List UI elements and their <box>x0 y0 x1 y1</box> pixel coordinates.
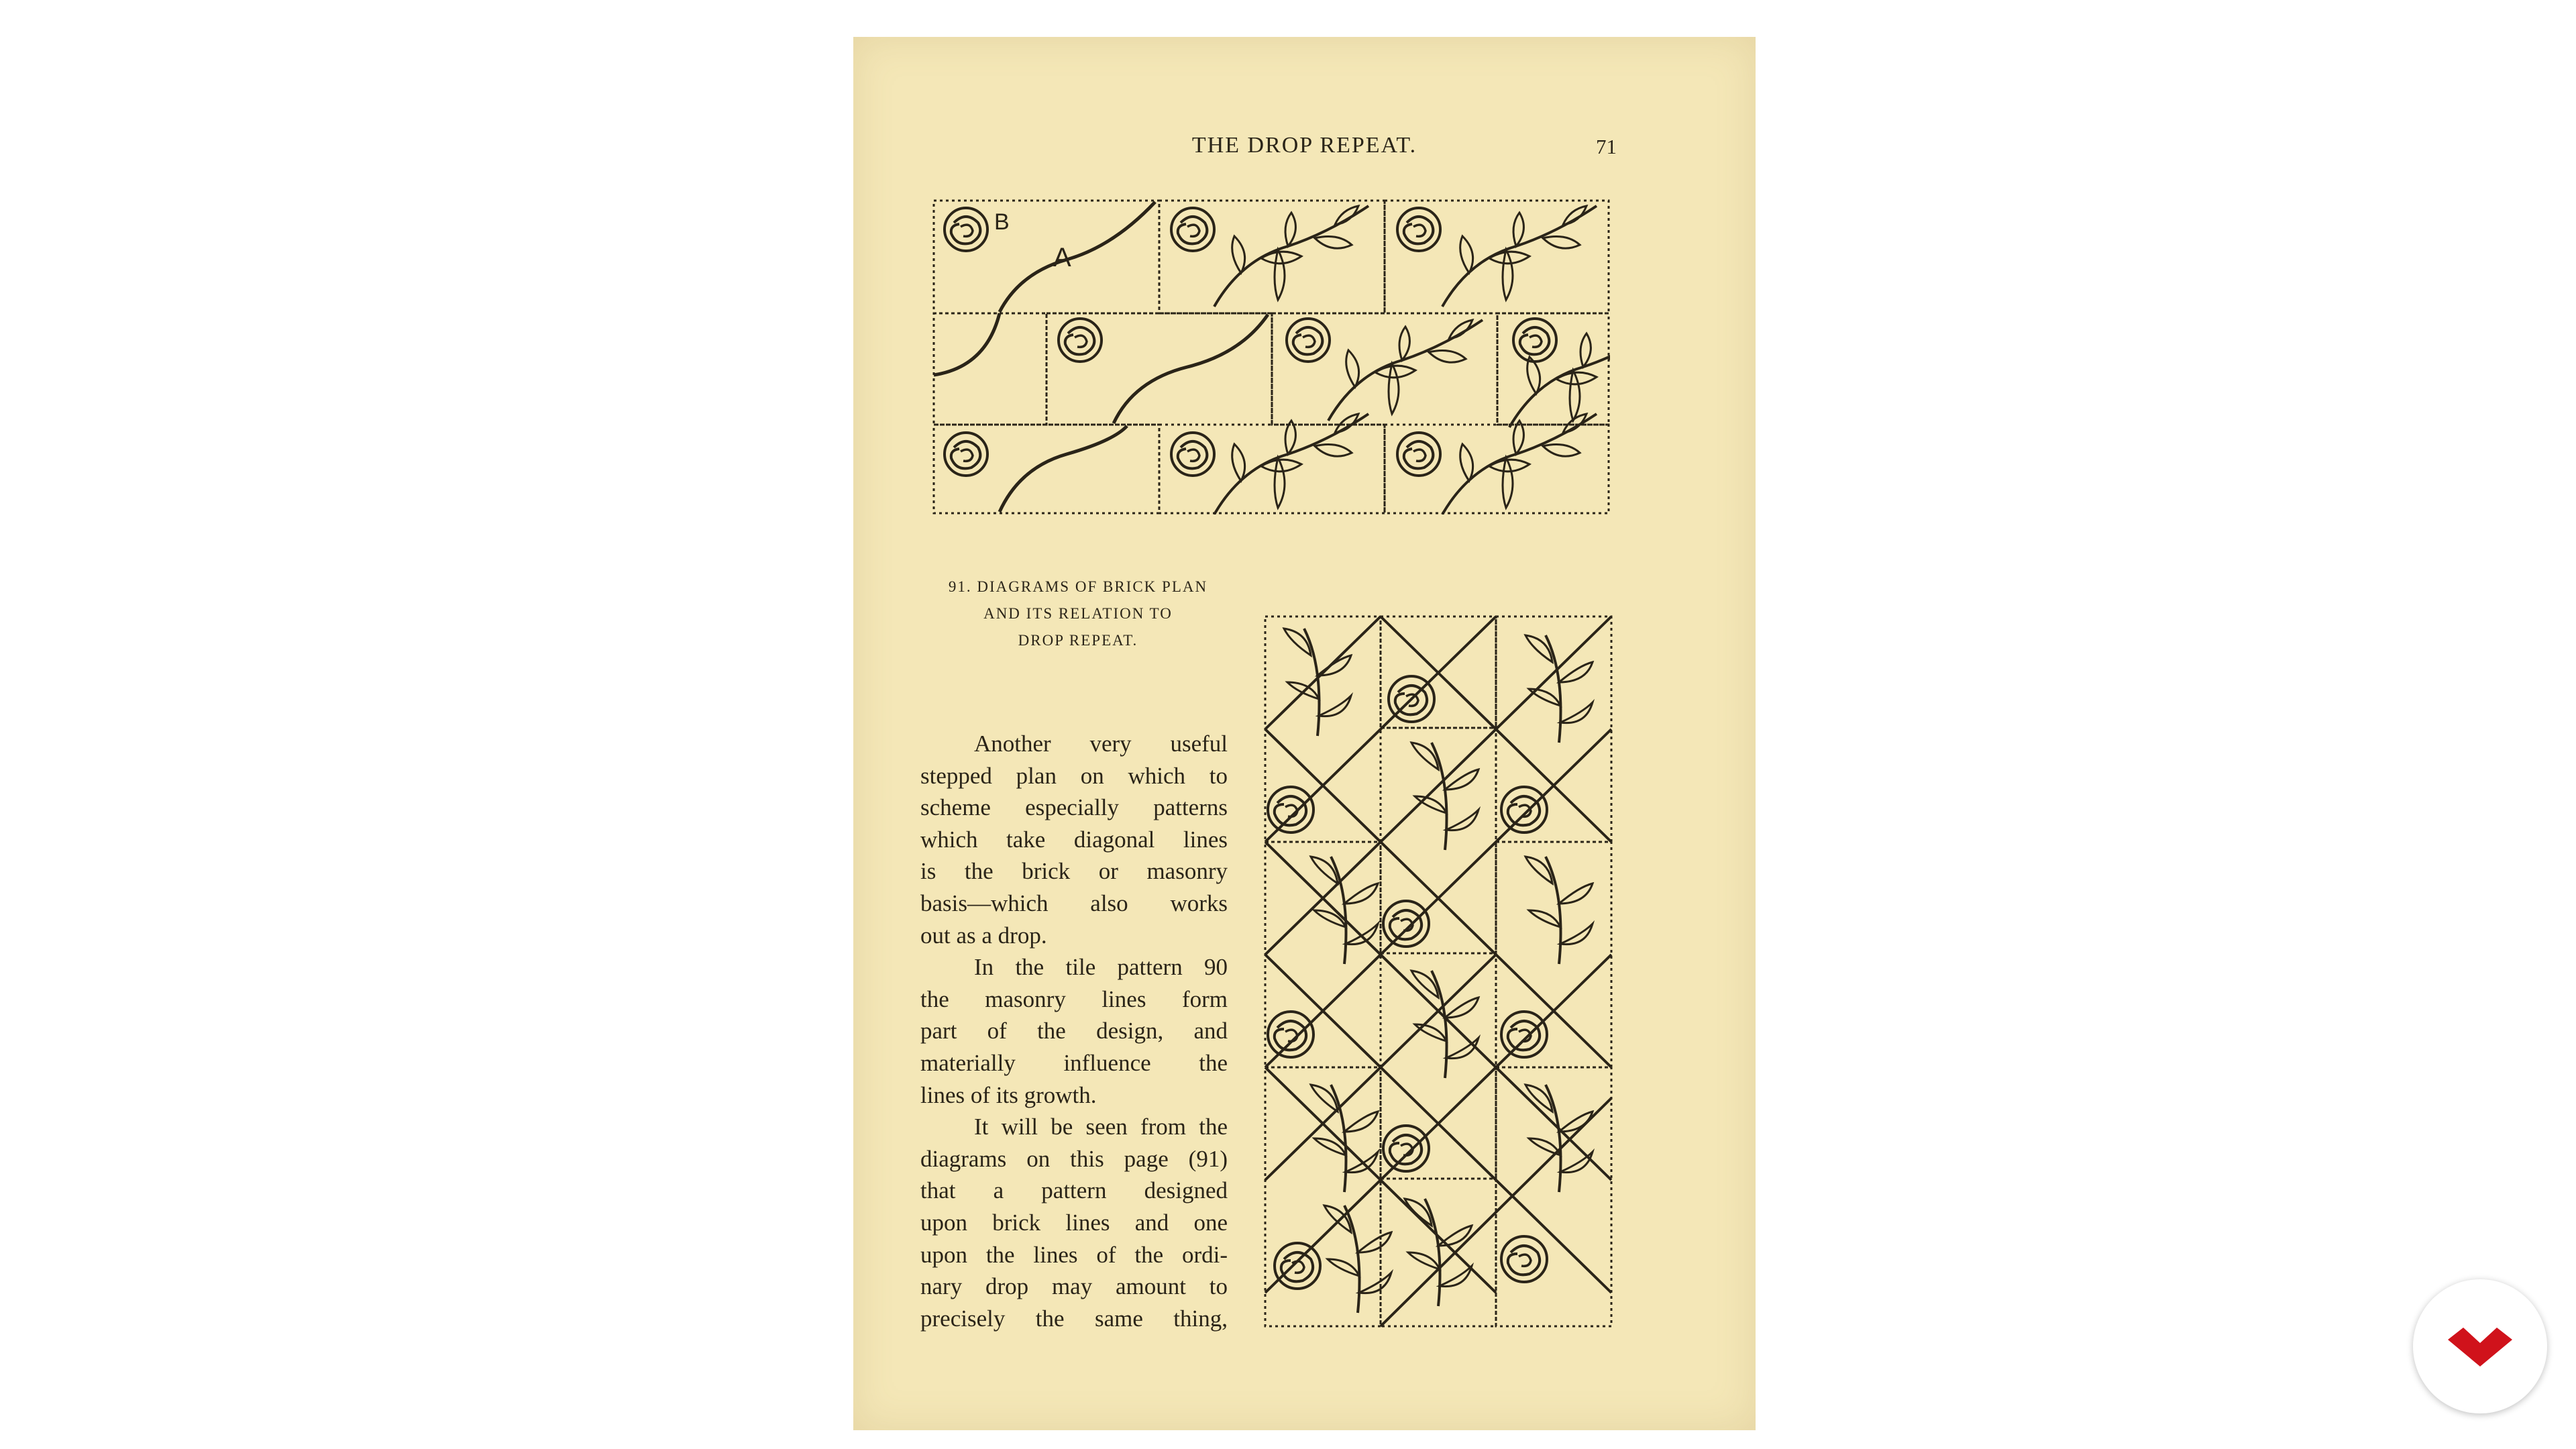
figure-caption <box>920 574 1236 654</box>
text-line: It will be seen from the <box>974 1114 1228 1140</box>
caption-line: AND ITS RELATION TO <box>983 605 1173 622</box>
text-line: stepped plan on which to <box>920 762 1228 789</box>
text-line: which take diagonal lines <box>920 826 1228 853</box>
text-line: scheme especially patterns <box>920 794 1228 821</box>
caption-line: 91. DIAGRAMS OF BRICK PLAN <box>948 578 1208 595</box>
text-line: is the brick or masonry <box>920 858 1228 885</box>
text-line: basis—which also works <box>920 890 1228 916</box>
running-head: THE DROP REPEAT. <box>1191 133 1417 158</box>
text-line: In the tile pattern 90 <box>974 954 1228 981</box>
label-b: B <box>994 209 1010 235</box>
text-line: that a pattern designed <box>920 1177 1228 1204</box>
text-line: Another very useful <box>974 731 1228 757</box>
text-line: upon brick lines and one <box>920 1209 1228 1236</box>
text-line: lines of its growth. <box>920 1081 1097 1108</box>
brick-plan-diagram <box>932 199 1610 515</box>
book-page <box>853 37 1756 1430</box>
text-line: the masonry lines form <box>920 985 1228 1012</box>
text-line: nary drop may amount to <box>920 1273 1228 1300</box>
text-line: upon the lines of the ordi- <box>920 1241 1228 1268</box>
label-a: A <box>1053 243 1071 272</box>
text-line: precisely the same thing, <box>920 1305 1228 1332</box>
caption-line: DROP REPEAT. <box>1018 632 1138 649</box>
text-line: materially influence the <box>920 1049 1228 1076</box>
page-number: 71 <box>1596 135 1617 158</box>
red-chevron-logo-icon <box>2447 1313 2514 1380</box>
body-text <box>920 728 1228 1334</box>
drop-repeat-pattern <box>1264 615 1613 1328</box>
text-line: out as a drop. <box>920 922 1047 949</box>
floating-logo-button[interactable] <box>2413 1279 2547 1413</box>
text-line: part of the design, and <box>920 1018 1228 1044</box>
text-line: diagrams on this page (91) <box>920 1145 1228 1172</box>
